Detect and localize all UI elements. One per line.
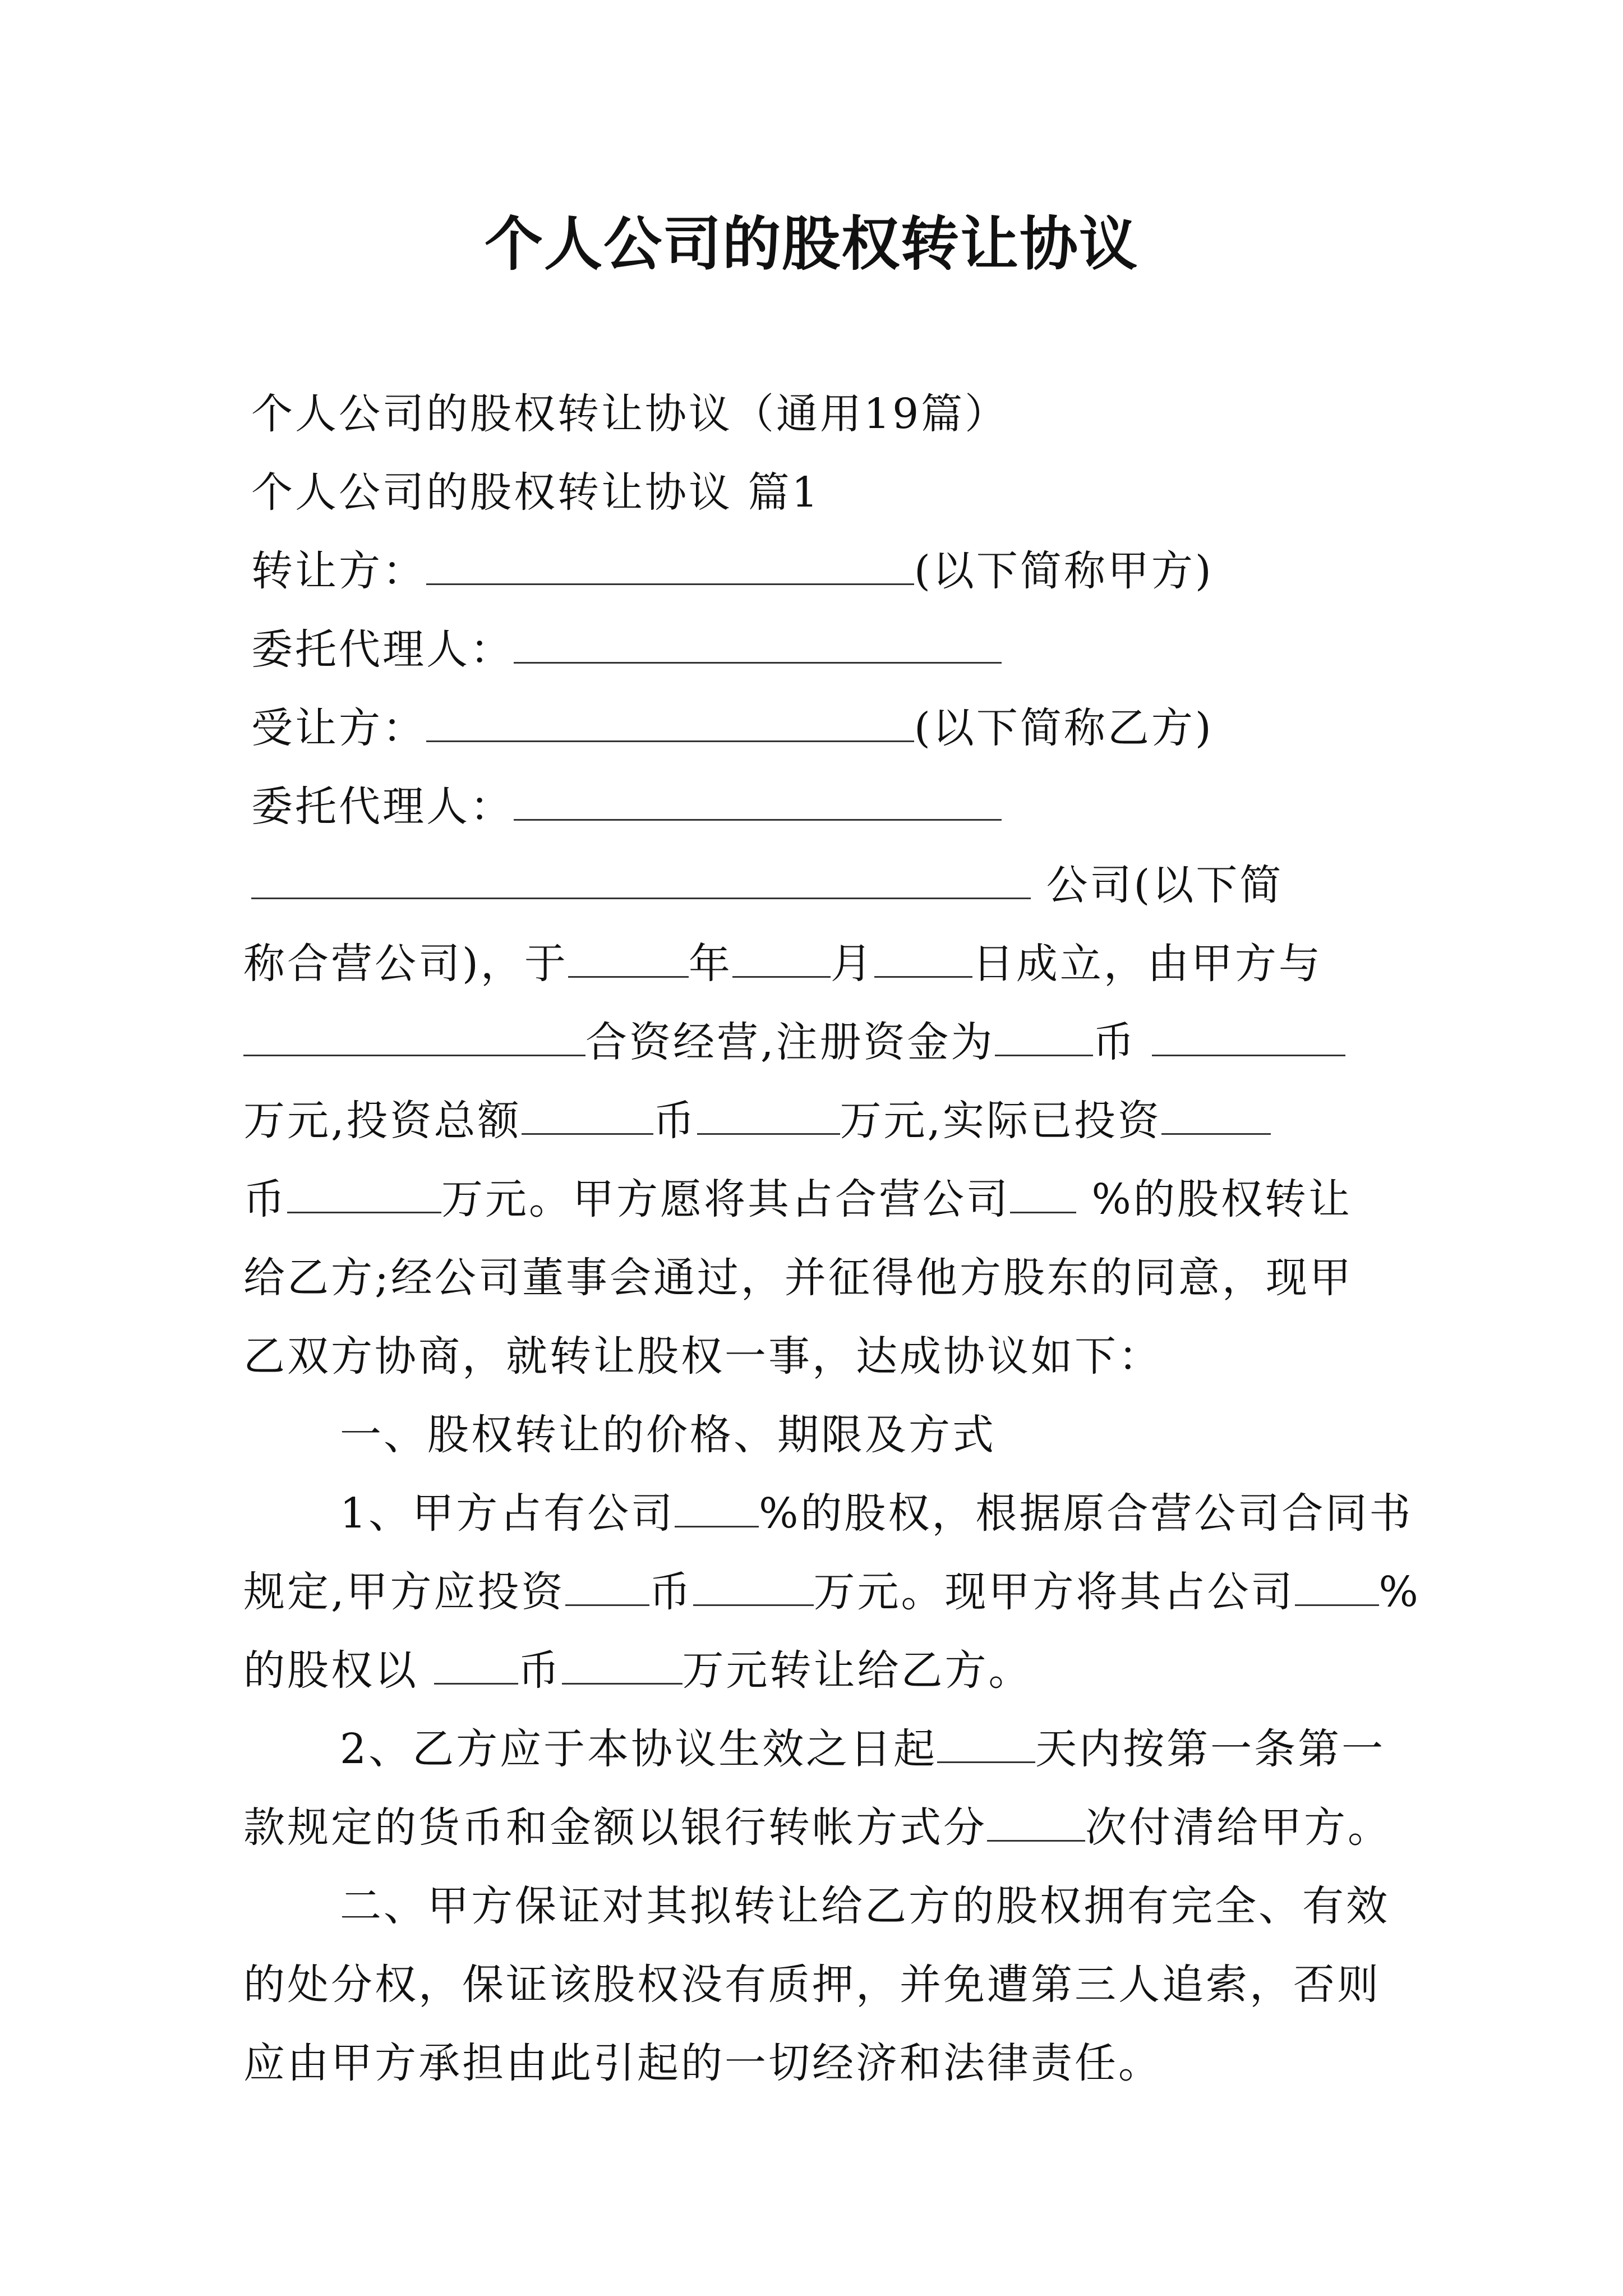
transferor-agent-label: 委托代理人： xyxy=(251,625,514,674)
c1-l2-d: % xyxy=(1378,1568,1421,1616)
share-percent-blank xyxy=(1010,1172,1076,1213)
c1-currency-blank xyxy=(565,1565,649,1606)
paragraph-1-line-6 xyxy=(243,1239,1390,1317)
registered-amount-blank xyxy=(1152,1015,1345,1056)
c1-l2-a: 规定,甲方应投资 xyxy=(243,1568,565,1616)
document-body-cont xyxy=(243,924,1421,2102)
article-2-line-2 xyxy=(243,1945,1390,2024)
subtitle-line xyxy=(251,375,1390,453)
transferor-agent-line xyxy=(251,610,1390,689)
article-1-heading: 一、股权转让的价格、期限及方式 xyxy=(340,1411,996,1459)
p1-l3-b: 币 xyxy=(1092,1018,1137,1066)
transferor-label: 转让方： xyxy=(251,547,426,595)
paragraph-1-line-1 xyxy=(251,846,1390,924)
company-name-blank xyxy=(251,858,1031,899)
investment-amount-blank xyxy=(697,1094,840,1135)
transferee-agent-line xyxy=(251,767,1390,846)
c1-price-currency-blank xyxy=(434,1644,518,1685)
section-heading: 个人公司的股权转让协议 篇1 xyxy=(251,468,820,517)
article-1-heading-line xyxy=(251,1396,1390,1474)
a2-l2: 的处分权，保证该股权没有质押，并免遭第三人追索，否则 xyxy=(243,1961,1381,2009)
a2-l3: 应由甲方承担由此引起的一切经济和法律责任。 xyxy=(243,2039,1162,2087)
c1-l3-a: 的股权以 xyxy=(243,1646,434,1695)
days-blank xyxy=(937,1722,1035,1763)
section-heading-line xyxy=(251,453,1390,532)
c1-l2-c: 万元。现甲方将其占公司 xyxy=(813,1568,1295,1616)
transferee-agent-label: 委托代理人： xyxy=(251,783,514,831)
actual-currency-blank xyxy=(1161,1094,1271,1135)
transferor-line xyxy=(251,532,1390,610)
partner-blank xyxy=(243,1015,585,1056)
transferee-suffix: (以下简称乙方) xyxy=(914,704,1214,752)
c2-l2-a: 款规定的货币和金额以银行转帐方式分 xyxy=(243,1803,987,1852)
held-percent-blank xyxy=(675,1487,759,1527)
p1-l1-text: 公司(以下简 xyxy=(1046,861,1284,909)
month-blank xyxy=(732,937,831,978)
clause-1-line-1 xyxy=(251,1474,1413,1553)
p1-l3-a: 合资经营,注册资金为 xyxy=(585,1018,995,1066)
c1-l2-b: 币 xyxy=(649,1568,693,1616)
p1-l2-c: 月 xyxy=(830,940,874,988)
document-body xyxy=(251,375,1390,924)
c1-l3-b: 币 xyxy=(518,1646,562,1695)
p1-l4-b: 币 xyxy=(653,1097,697,1145)
transferee-label: 受让方： xyxy=(251,704,426,752)
clause-2-line-2 xyxy=(243,1788,1390,1867)
p1-l5-b: 万元。甲方愿将其占合营公司 xyxy=(441,1175,1010,1223)
c2-l1-b: 天内按第一条第一 xyxy=(1035,1725,1386,1773)
clause-1-line-3 xyxy=(243,1631,1390,1710)
subtitle: 个人公司的股权转让协议（通用19篇） xyxy=(251,390,1009,438)
paragraph-1-line-3 xyxy=(243,1003,1390,1082)
c1-amount-blank xyxy=(693,1565,814,1606)
paragraph-1-line-7 xyxy=(243,1317,1390,1396)
year-blank xyxy=(568,937,689,978)
registered-currency-blank xyxy=(995,1015,1093,1056)
c2-l1-a: 2、乙方应于本协议生效之日起 xyxy=(340,1725,938,1773)
p1-l7: 乙双方协商，就转让股权一事，达成协议如下： xyxy=(243,1332,1162,1381)
installments-blank xyxy=(987,1801,1085,1842)
transferee-agent-blank xyxy=(514,780,1002,821)
p1-l4-c: 万元,实际已投资 xyxy=(840,1097,1162,1145)
article-2-line-1 xyxy=(251,1867,1390,1945)
paragraph-1-line-2 xyxy=(243,924,1390,1003)
day-blank xyxy=(874,937,972,978)
p1-l5-c: %的股权转让 xyxy=(1091,1175,1352,1223)
c1-l1-b: %的股权，根据原合营公司合同书 xyxy=(759,1489,1413,1538)
paragraph-1-line-5 xyxy=(243,1160,1390,1239)
c2-l2-b: 次付清给甲方。 xyxy=(1085,1803,1391,1852)
c1-l1-a: 1、甲方占有公司 xyxy=(340,1489,675,1538)
transferor-agent-blank xyxy=(514,623,1002,664)
transferee-blank xyxy=(426,701,914,742)
clause-2-line-1 xyxy=(251,1710,1390,1788)
transferor-blank xyxy=(426,544,914,585)
a2-l1: 二、甲方保证对其拟转让给乙方的股权拥有完全、有效 xyxy=(340,1882,1390,1930)
p1-l2-d: 日成立，由甲方与 xyxy=(972,940,1322,988)
p1-l4-a: 万元,投资总额 xyxy=(243,1097,522,1145)
investment-currency-blank xyxy=(522,1094,653,1135)
p1-l2-b: 年 xyxy=(688,940,732,988)
document-title: 个人公司的股权转让协议 xyxy=(484,209,1138,278)
c1-percent-blank xyxy=(1295,1565,1379,1606)
p1-l2-a: 称合营公司)，于 xyxy=(243,940,568,988)
c1-l3-c: 万元转让给乙方。 xyxy=(682,1646,1032,1695)
actual-amount-blank xyxy=(287,1172,441,1213)
transferee-line xyxy=(251,689,1390,767)
transferor-suffix: (以下简称甲方) xyxy=(914,547,1214,595)
p1-l6: 给乙方;经公司董事会通过，并征得他方股东的同意，现甲 xyxy=(243,1254,1353,1302)
p1-l5-a: 币 xyxy=(243,1175,287,1223)
clause-1-line-2 xyxy=(243,1553,1421,1631)
c1-price-amount-blank xyxy=(562,1644,683,1685)
paragraph-1-line-4 xyxy=(243,1082,1390,1160)
article-2-line-3 xyxy=(243,2024,1390,2102)
